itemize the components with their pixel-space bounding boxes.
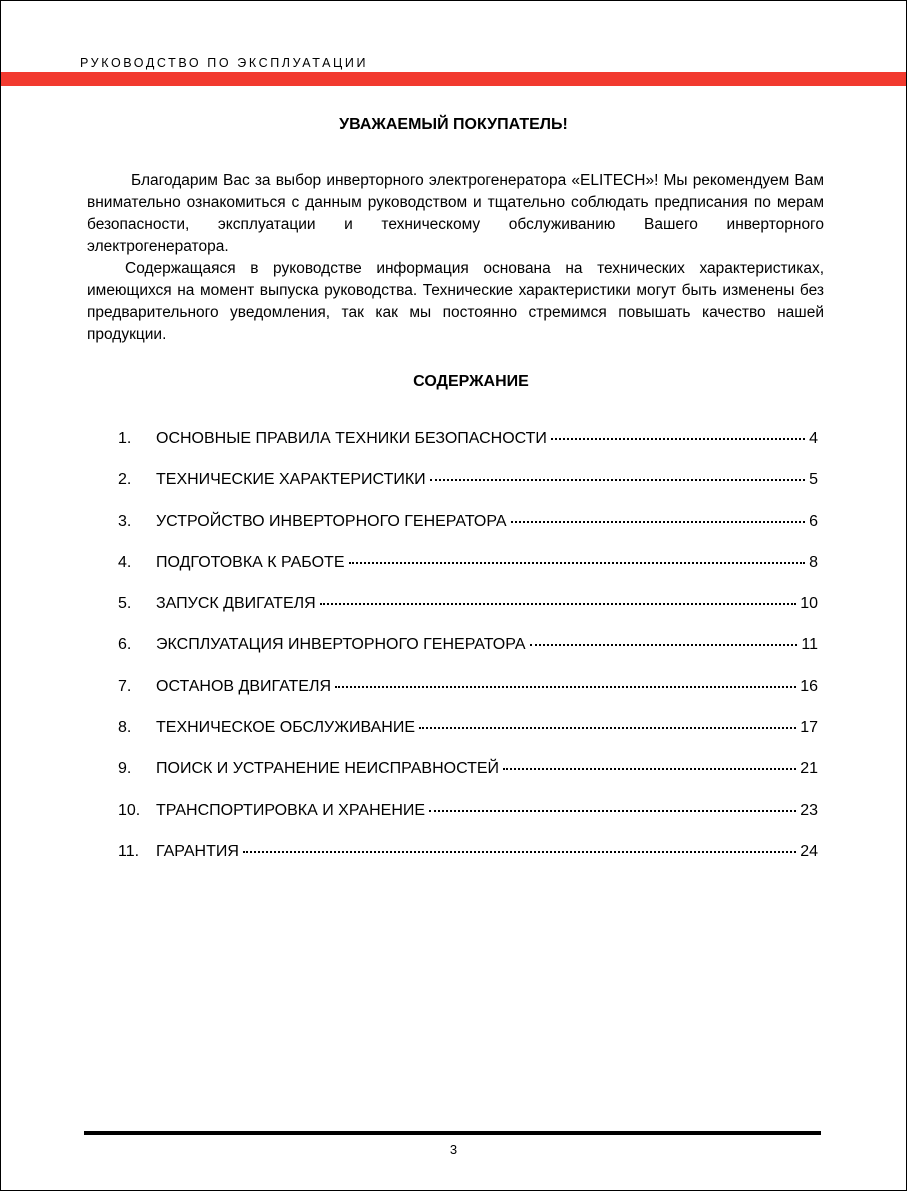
footer-rule	[84, 1131, 821, 1135]
toc-item-label: ОСНОВНЫЕ ПРАВИЛА ТЕХНИКИ БЕЗОПАСНОСТИ	[156, 430, 547, 447]
toc-item-label: ПОИСК И УСТРАНЕНИЕ НЕИСПРАВНОСТЕЙ	[156, 760, 500, 778]
toc-item[interactable]	[118, 843, 818, 884]
intro-text	[87, 170, 824, 346]
toc-item-label: ПОДГОТОВКА К РАБОТЕ	[156, 553, 345, 571]
toc-item-page: 5	[809, 471, 818, 489]
toc-item-number: 11.	[118, 842, 140, 860]
toc-dot-leader	[511, 521, 806, 523]
toc-dot-leader	[243, 851, 796, 853]
toc-dot-leader	[430, 479, 805, 481]
toc-item[interactable]	[118, 595, 818, 636]
toc-dot-leader	[551, 438, 805, 440]
toc-dot-leader	[335, 686, 796, 688]
toc-item[interactable]	[118, 760, 818, 801]
toc-item-page: 11	[801, 636, 818, 654]
toc-item-number: 4.	[118, 553, 132, 571]
toc-item[interactable]	[118, 430, 818, 471]
intro-paragraph-1: Благодарим Вас за выбор инверторного электрогенератора «ELITECH»! Мы рекомендуем Вам внимательно ознакомиться с данным руководством и тщательно соблюдать предписания по мерам безопасности, эксплуатации и техническому обслуживанию Вашего инверторного электрогенератора.	[87, 172, 824, 255]
toc-dot-leader	[419, 727, 796, 729]
toc-item-label: ОСТАНОВ ДВИГАТЕЛЯ	[156, 677, 332, 695]
manual-header-title: РУКОВОДСТВО ПО ЭКСПЛУАТАЦИИ	[80, 56, 369, 70]
toc-dot-leader	[320, 603, 797, 605]
toc-item-label: ТЕХНИЧЕСКОЕ ОБСЛУЖИВАНИЕ	[156, 719, 416, 737]
toc-item-label: ЭКСПЛУАТАЦИЯ ИНВЕРТОРНОГО ГЕНЕРАТОРА	[156, 636, 526, 654]
greeting-heading: УВАЖАЕМЫЙ ПОКУПАТЕЛЬ!	[339, 116, 568, 133]
toc-item-number: 6.	[118, 636, 132, 654]
toc-item-page: 6	[809, 512, 818, 530]
toc-item-number: 8.	[118, 719, 132, 737]
toc-dot-leader	[530, 644, 798, 646]
toc-item-number: 5.	[118, 595, 132, 613]
toc-item[interactable]	[118, 513, 818, 554]
toc-item-number: 10.	[118, 801, 141, 819]
toc-item[interactable]	[118, 471, 818, 512]
toc-item[interactable]	[118, 678, 818, 719]
toc-item-page: 4	[809, 430, 818, 447]
toc-dot-leader	[503, 768, 796, 770]
table-of-contents	[118, 430, 818, 884]
toc-item-number: 9.	[118, 760, 132, 778]
toc-dot-leader	[349, 562, 806, 564]
toc-item-page: 17	[800, 719, 818, 737]
toc-item[interactable]	[118, 719, 818, 760]
toc-item-number: 1.	[118, 430, 132, 447]
toc-item-number: 7.	[118, 677, 132, 695]
header-accent-bar	[1, 72, 906, 86]
toc-item-page: 8	[809, 553, 818, 571]
toc-item-label: ТЕХНИЧЕСКИЕ ХАРАКТЕРИСТИКИ	[156, 471, 426, 489]
toc-item-page: 21	[800, 760, 818, 778]
toc-item-page: 16	[800, 677, 818, 695]
toc-item-number: 3.	[118, 512, 132, 530]
toc-item[interactable]	[118, 802, 818, 843]
toc-item[interactable]	[118, 636, 818, 677]
page-number: 3	[449, 1142, 458, 1157]
toc-item-number: 2.	[118, 471, 132, 489]
toc-dot-leader	[429, 810, 796, 812]
toc-item-page: 10	[800, 595, 818, 613]
toc-item-label: ЗАПУСК ДВИГАТЕЛЯ	[156, 595, 316, 613]
intro-paragraph-2: Содержащаяся в руководстве информация основана на технических характеристиках, имеющихся на момент выпуска руководства. Технические характеристики могут быть изменены без предварительного уведомления, так как мы постоянно стремимся повышать качество нашей продукции.	[87, 260, 824, 343]
toc-title: СОДЕРЖАНИЕ	[413, 373, 529, 390]
toc-item-page: 24	[800, 842, 818, 860]
toc-item-label: ТРАНСПОРТИРОВКА И ХРАНЕНИЕ	[156, 801, 426, 819]
toc-item-page: 23	[800, 801, 818, 819]
toc-item-label: УСТРОЙСТВО ИНВЕРТОРНОГО ГЕНЕРАТОРА	[156, 512, 507, 530]
toc-item[interactable]	[118, 554, 818, 595]
toc-item-label: ГАРАНТИЯ	[156, 842, 239, 860]
